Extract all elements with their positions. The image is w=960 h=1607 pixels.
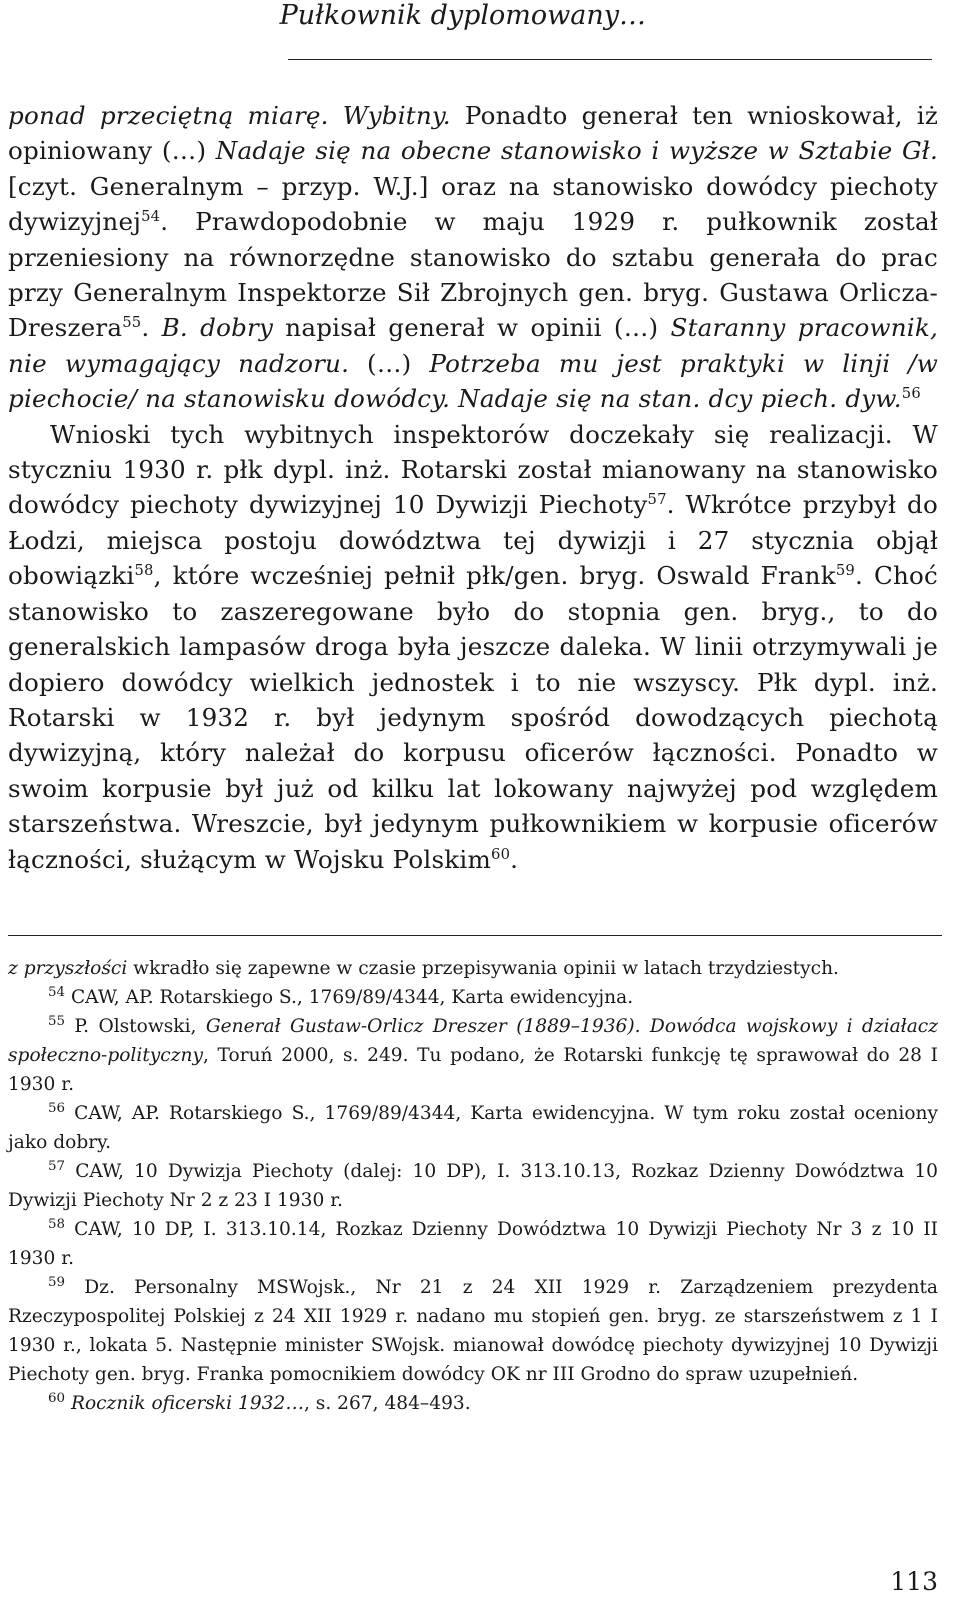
footnote-continued: z przyszłości wkradło się zapewne w czasie przepisywania opinii w latach trzydziestych. <box>8 958 839 979</box>
footnotes <box>8 954 938 1418</box>
footnote-60: $^{60}$ Rocznik oficerski 1932…, s. 267, 484–493. <box>48 1390 471 1414</box>
footnote-57: $^{57}$ CAW, 10 Dywizja Piechoty (dalej: 10 DP), I. 313.10.13, Rozkaz Dzienny Dowództwa 10 Dywizji Piechoty Nr 2 z 23 I 1930 r. <box>8 1158 938 1211</box>
main-text <box>8 98 938 877</box>
footnote-rule <box>8 935 942 936</box>
footnote-59: $^{59}$ Dz. Personalny MSWojsk., Nr 21 z 24 XII 1929 r. Zarządzeniem prezydenta Rzeczypospolitej Polskiej z 24 XII 1929 r. nadano mu stopień gen. bryg. ze starszeństwem z 1 I 1930 r., lokata 5. Następnie minister SWojsk. mianował dowódcę piechoty dywizyjnej 10 Dywizji Piechoty gen. bryg. Franka pomocnikiem dowódcy OK nr III Grodno do spraw uzupełnień. <box>8 1274 938 1385</box>
footnote-54: $^{54}$ CAW, AP. Rotarskiego S., 1769/89/4344, Karta ewidencyjna. <box>48 984 634 1008</box>
paragraph-2: Wnioski tych wybitnych inspektorów doczekały się realizacji. W styczniu 1930 r. płk dypl. inż. Rotarski został mianowany na stanowisko dowódcy piechoty dywizyjnej 10 Dywizji Piechoty$^{57}$. Wkrótce przybył do Łodzi, miejsca postoju dowództwa tej dywizji i 27 stycznia objął obowiązki$^{58}$, które wcześniej pełnił płk/gen. bryg. Oswald Frank$^{59}$. Choć stanowisko to zaszeregowane było do stopnia gen. bryg., to do generalskich lampasów droga była jeszcze daleka. W linii otrzymywali je dopiero dowódcy wielkich jednostek i to nie wszyscy. Płk dypl. inż. Rotarski w 1932 r. był jedynym spośród dowodzących piechotą dywizyjną, który należał do korpusu oficerów łączności. Ponadto w swoim korpusie był już od kilku lat lokowany najwyżej pod względem starszeństwa. Wreszcie, był jedynym pułkownikiem w korpusie oficerów łączności, służącym w Wojsku Polskim$^{60}$. <box>8 419 938 874</box>
header-rule <box>288 59 932 60</box>
running-head: Pułkownik dyplomowany… <box>279 0 646 31</box>
footnote-55: $^{55}$ P. Olstowski, Generał Gustaw-Orlicz Dreszer (1889–1936). Dowódca wojskowy i działacz społeczno-polityczny, Toruń 2000, s. 249. Tu podano, że Rotarski funkcję tę sprawował do 28 I 1930 r. <box>8 1013 938 1095</box>
paragraph-1: ponad przeciętną miarę. Wybitny. Ponadto generał ten wnioskował, iż opiniowany (…) Nadaje się na obecne stanowisko i wyższe w Sztabie Gł. [czyt. Generalnym – przyp. W.J.] oraz na stanowisko dowódcy piechoty dywizyjnej$^{54}$. Prawdopodobnie w maju 1929 r. pułkownik został przeniesiony na równorzędne stanowisko do sztabu generała do prac przy Generalnym Inspektorze Sił Zbrojnych gen. bryg. Gustawa Orlicza-Dreszera$^{55}$. B. dobry napisał generał w opinii (…) Staranny pracownik, nie wymagający nadzoru. (…) Potrzeba mu jest praktyki w linji /w piechocie/ na stanowisku dowódcy. Nadaje się na stan. dcy piech. dyw.$^{56}$ <box>8 101 938 414</box>
footnote-56: $^{56}$ CAW, AP. Rotarskiego S., 1769/89/4344, Karta ewidencyjna. W tym roku został oceniony jako dobry. <box>8 1100 938 1153</box>
page-number: 113 <box>890 1567 938 1596</box>
footnote-58: $^{58}$ CAW, 10 DP, I. 313.10.14, Rozkaz Dzienny Dowództwa 10 Dywizji Piechoty Nr 3 z 10 II 1930 r. <box>8 1216 938 1269</box>
